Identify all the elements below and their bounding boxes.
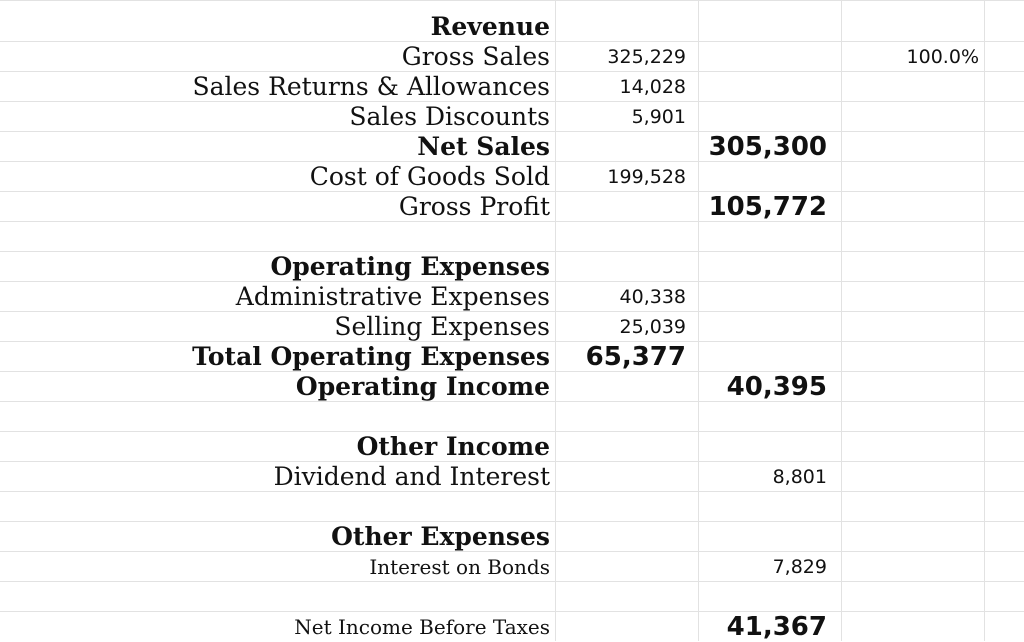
row-dividend-interest bbox=[0, 462, 1024, 492]
row-revenue-header bbox=[0, 12, 1024, 42]
net-income-total[interactable]: 41,367 bbox=[726, 612, 827, 642]
row-opex-header bbox=[0, 252, 1024, 282]
operating-income-label[interactable]: Operating Income bbox=[295, 372, 550, 401]
revenue-header-cell[interactable]: Revenue bbox=[430, 12, 550, 41]
dividend-interest-total[interactable]: 8,801 bbox=[772, 466, 827, 488]
net-sales-total[interactable]: 305,300 bbox=[708, 132, 827, 162]
interest-bonds-label[interactable]: Interest on Bonds bbox=[369, 555, 550, 579]
row-sales-returns bbox=[0, 72, 1024, 102]
row-net-sales bbox=[0, 132, 1024, 162]
cogs-amount[interactable]: 199,528 bbox=[607, 166, 686, 188]
opex-header-cell[interactable]: Operating Expenses bbox=[270, 252, 550, 281]
sales-returns-label[interactable]: Sales Returns & Allowances bbox=[192, 72, 550, 101]
total-opex-label[interactable]: Total Operating Expenses bbox=[192, 342, 550, 371]
row-cogs bbox=[0, 162, 1024, 192]
other-expenses-header-cell[interactable]: Other Expenses bbox=[331, 522, 550, 551]
row-net-income-before-taxes bbox=[0, 612, 1024, 642]
operating-income-total[interactable]: 40,395 bbox=[726, 372, 827, 402]
row-sales-discounts bbox=[0, 102, 1024, 132]
admin-expenses-amount[interactable]: 40,338 bbox=[619, 286, 686, 308]
row-gross-profit bbox=[0, 192, 1024, 222]
total-opex-amount[interactable]: 65,377 bbox=[585, 342, 686, 372]
gross-profit-total[interactable]: 105,772 bbox=[708, 192, 827, 222]
selling-expenses-amount[interactable]: 25,039 bbox=[619, 316, 686, 338]
gross-profit-label[interactable]: Gross Profit bbox=[398, 192, 550, 221]
net-sales-label[interactable]: Net Sales bbox=[417, 132, 550, 161]
dividend-interest-label[interactable]: Dividend and Interest bbox=[273, 462, 550, 491]
cogs-label[interactable]: Cost of Goods Sold bbox=[309, 162, 550, 191]
row-operating-income bbox=[0, 372, 1024, 402]
admin-expenses-label[interactable]: Administrative Expenses bbox=[235, 282, 550, 311]
row-selling-expenses bbox=[0, 312, 1024, 342]
row-admin-expenses bbox=[0, 282, 1024, 312]
gross-sales-percent[interactable]: 100.0% bbox=[906, 46, 979, 68]
sales-returns-amount[interactable]: 14,028 bbox=[619, 76, 686, 98]
row-other-expenses-header bbox=[0, 522, 1024, 552]
interest-bonds-total[interactable]: 7,829 bbox=[772, 556, 827, 578]
sales-discounts-amount[interactable]: 5,901 bbox=[631, 106, 686, 128]
selling-expenses-label[interactable]: Selling Expenses bbox=[334, 312, 550, 341]
row-total-opex bbox=[0, 342, 1024, 372]
sales-discounts-label[interactable]: Sales Discounts bbox=[349, 102, 550, 131]
row-gross-sales bbox=[0, 42, 1024, 72]
gross-sales-label[interactable]: Gross Sales bbox=[401, 42, 550, 71]
other-income-header-cell[interactable]: Other Income bbox=[356, 432, 550, 461]
gross-sales-amount[interactable]: 325,229 bbox=[607, 46, 686, 68]
row-other-income-header bbox=[0, 432, 1024, 462]
net-income-label[interactable]: Net Income Before Taxes bbox=[294, 615, 550, 639]
row-interest-bonds bbox=[0, 552, 1024, 582]
